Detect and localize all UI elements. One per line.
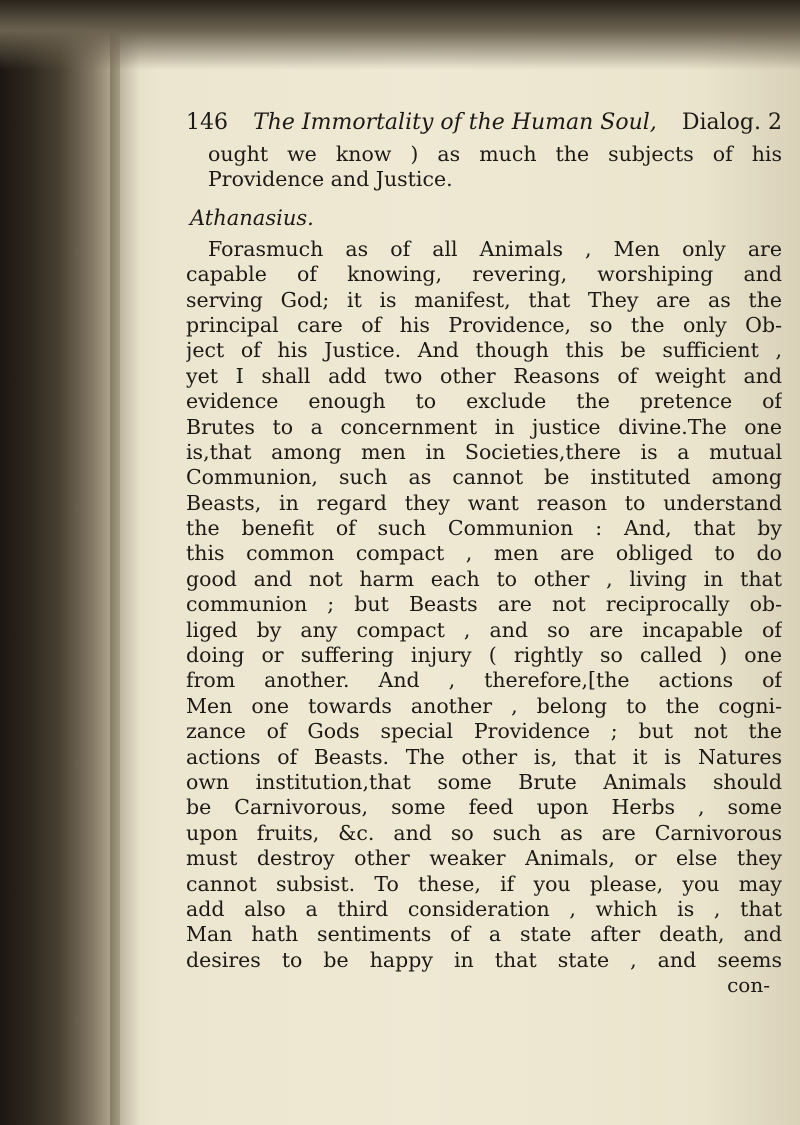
text-line: this common compact , men are obliged to do	[186, 541, 782, 566]
running-title: The Immortality of the Human Soul,	[253, 110, 657, 135]
text-line: communion ; but Beasts are not reciprocally ob-	[186, 592, 782, 617]
text-line: serving God; it is manifest, that They are as the	[186, 287, 782, 312]
text-line: ject of his Justice. And though this be sufficient ,	[186, 338, 782, 363]
page-top-edge	[0, 0, 800, 70]
gutter-shadow	[110, 0, 140, 1125]
text-line: actions of Beasts. The other is, that it is Natures	[186, 744, 782, 769]
text-line: Forasmuch as of all Animals , Men only are	[208, 236, 782, 261]
dialog-label: Dialog. 2	[681, 110, 782, 135]
text-line: Providence and Justice.	[208, 167, 453, 192]
text-block	[186, 108, 782, 998]
text-line: own institution,that some Brute Animals should	[186, 769, 782, 794]
text-line: from another. And , therefore,[the actions of	[186, 668, 782, 693]
speaker-name: Athanasius.	[190, 205, 314, 230]
running-header	[186, 108, 782, 142]
text-line: upon fruits, &c. and so such as are Carnivorous	[186, 820, 782, 845]
book-gutter	[0, 0, 120, 1125]
text-line: the benefit of such Communion : And, that by	[186, 516, 782, 541]
text-line: Men one towards another , belong to the cogni-	[186, 693, 782, 718]
text-line: yet I shall add two other Reasons of weight and	[186, 363, 782, 388]
text-line: be Carnivorous, some feed upon Herbs , some	[186, 795, 782, 820]
text-line: cannot subsist. To these, if you please, you may	[186, 871, 782, 896]
page-number: 146	[186, 110, 228, 135]
text-line: principal care of his Providence, so the only Ob-	[186, 312, 782, 337]
text-line: evidence enough to exclude the pretence of	[186, 389, 782, 414]
catchword: con-	[727, 973, 770, 998]
text-line: Brutes to a concernment in justice divine.The one	[186, 414, 782, 439]
text-line: is,that among men in Societies,there is a mutual	[186, 439, 782, 464]
text-line: Beasts, in regard they want reason to understand	[186, 490, 782, 515]
text-line: capable of knowing, revering, worshiping and	[186, 262, 782, 287]
text-line: add also a third consideration , which is , that	[186, 896, 782, 921]
text-line: good and not harm each to other , living in that	[186, 566, 782, 591]
text-line: Communion, such as cannot be instituted among	[186, 465, 782, 490]
text-line: desires to be happy in that state , and seems	[186, 947, 782, 972]
text-line: must destroy other weaker Animals, or else they	[186, 846, 782, 871]
text-line: zance of Gods special Providence ; but not the	[186, 719, 782, 744]
text-line: ought we know ) as much the subjects of his	[208, 142, 782, 166]
text-line: doing or suffering injury ( rightly so called ) one	[186, 643, 782, 668]
text-line: Man hath sentiments of a state after death, and	[186, 922, 782, 947]
text-line: liged by any compact , and so are incapable of	[186, 617, 782, 642]
